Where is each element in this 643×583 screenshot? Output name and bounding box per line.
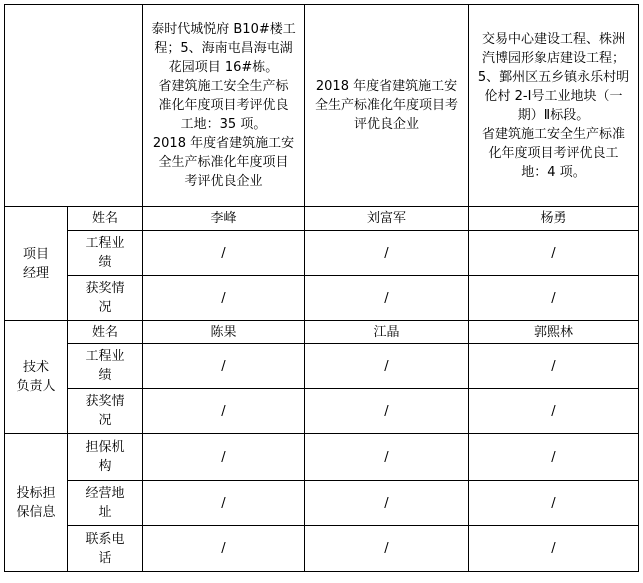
text-line: 姓名 [91,211,118,226]
table-row [5,389,639,434]
value-cell: 刘富军 [305,207,469,231]
text-line: 2018 年度省建筑施工安 [152,136,295,151]
table-row [5,434,639,481]
table-row [5,207,639,231]
value-cell: / [305,389,469,434]
group-title-bid-guarantee [5,434,68,572]
text-line: 汽博园形象店建设工程； [481,50,625,66]
text-line: 址 [98,505,112,520]
text-line: 技术 [22,360,49,375]
group-title-project-manager [5,207,68,321]
value-cell: / [469,344,639,389]
row-label [68,481,143,526]
value-cell: / [305,434,469,481]
text-line: 保信息 [16,504,56,520]
table-row [5,526,639,572]
text-line: 获奖情 [85,281,125,296]
text-line: 姓名 [91,324,118,340]
text-line: 获奖情 [85,394,125,409]
value-cell: / [469,231,639,276]
value-cell: / [143,276,305,321]
value-cell: / [305,526,469,572]
top-continuation-row [5,5,639,207]
top-cell-1 [143,5,305,207]
text-line: 投标担 [16,485,56,501]
value-cell: 杨勇 [469,207,639,231]
value-cell: / [143,434,305,481]
text-line: 花园项目 16#栋。 [168,60,279,75]
text-line: 5、鄞州区五乡镇永乐村明 [477,69,630,85]
value-cell: / [143,389,305,434]
value-cell: 李峰 [143,207,305,231]
text-line: 评优良企业 [353,117,419,132]
text-line: 交易中心建设工程、株洲 [481,31,625,47]
top-blank-cell [5,5,143,207]
text-line: 全生产标准化年度项目考 [314,98,458,113]
text-line: 话 [98,550,112,566]
row-label [68,344,143,389]
value-cell: / [469,434,639,481]
table-row [5,481,639,526]
value-cell: / [469,389,639,434]
text-line: 程；5、海南屯昌海屯湖 [154,41,293,56]
text-line: 经营地 [85,486,125,501]
value-cell: / [143,481,305,526]
text-line: 考评优良企业 [184,174,263,189]
row-label [68,389,143,434]
text-line: 伦村 2-Ⅰ号工业地块（一 [484,88,623,104]
text-line: 况 [98,300,112,315]
text-line: 绩 [98,255,112,270]
text-line: 况 [98,413,112,428]
table-row [5,276,639,321]
value-cell: / [305,276,469,321]
value-cell: / [469,276,639,321]
value-cell: / [305,344,469,389]
row-label [68,434,143,481]
text-line: 省建筑施工安全生产标 [158,79,289,94]
value-cell: / [143,344,305,389]
text-line: 地：4 项。 [521,164,586,180]
text-line: 2018 年度省建筑施工安 [315,79,458,94]
text-line: 经理 [22,265,49,281]
value-cell: / [469,481,639,526]
text-line: 化年度项目考评优良工 [488,145,619,161]
text-line: 准化年度项目考评优良 [158,98,289,113]
text-line: 工程业 [85,236,125,251]
text-line: 全生产标准化年度项目 [158,155,289,170]
value-cell: / [143,231,305,276]
value-cell: / [305,481,469,526]
top-cell-2 [305,5,469,207]
text-line: 联系电 [85,531,125,547]
text-line: 负责人 [16,379,56,394]
text-line: 泰时代城悦府 B10#楼工 [151,22,296,37]
value-cell: 郭熙林 [469,321,639,344]
bid-info-table [4,4,639,572]
text-line: 工地：35 项。 [180,117,267,132]
text-line: 工程业 [85,349,125,364]
top-cell-3 [469,5,639,207]
row-label [68,321,143,344]
row-label [68,276,143,321]
text-line: 期）Ⅱ标段。 [517,107,590,123]
value-cell: 江晶 [305,321,469,344]
text-line: 绩 [98,368,112,383]
text-line: 项目 [22,246,49,262]
group-title-technical-lead [5,321,68,434]
row-label [68,526,143,572]
value-cell: / [143,526,305,572]
text-line: 构 [98,459,112,474]
row-label [68,207,143,231]
table-row [5,344,639,389]
row-label [68,231,143,276]
text-line: 担保机 [85,440,125,455]
value-cell: / [469,526,639,572]
table-row [5,321,639,344]
value-cell: 陈果 [143,321,305,344]
table-row [5,231,639,276]
text-line: 省建筑施工安全生产标准 [481,126,625,142]
value-cell: / [305,231,469,276]
